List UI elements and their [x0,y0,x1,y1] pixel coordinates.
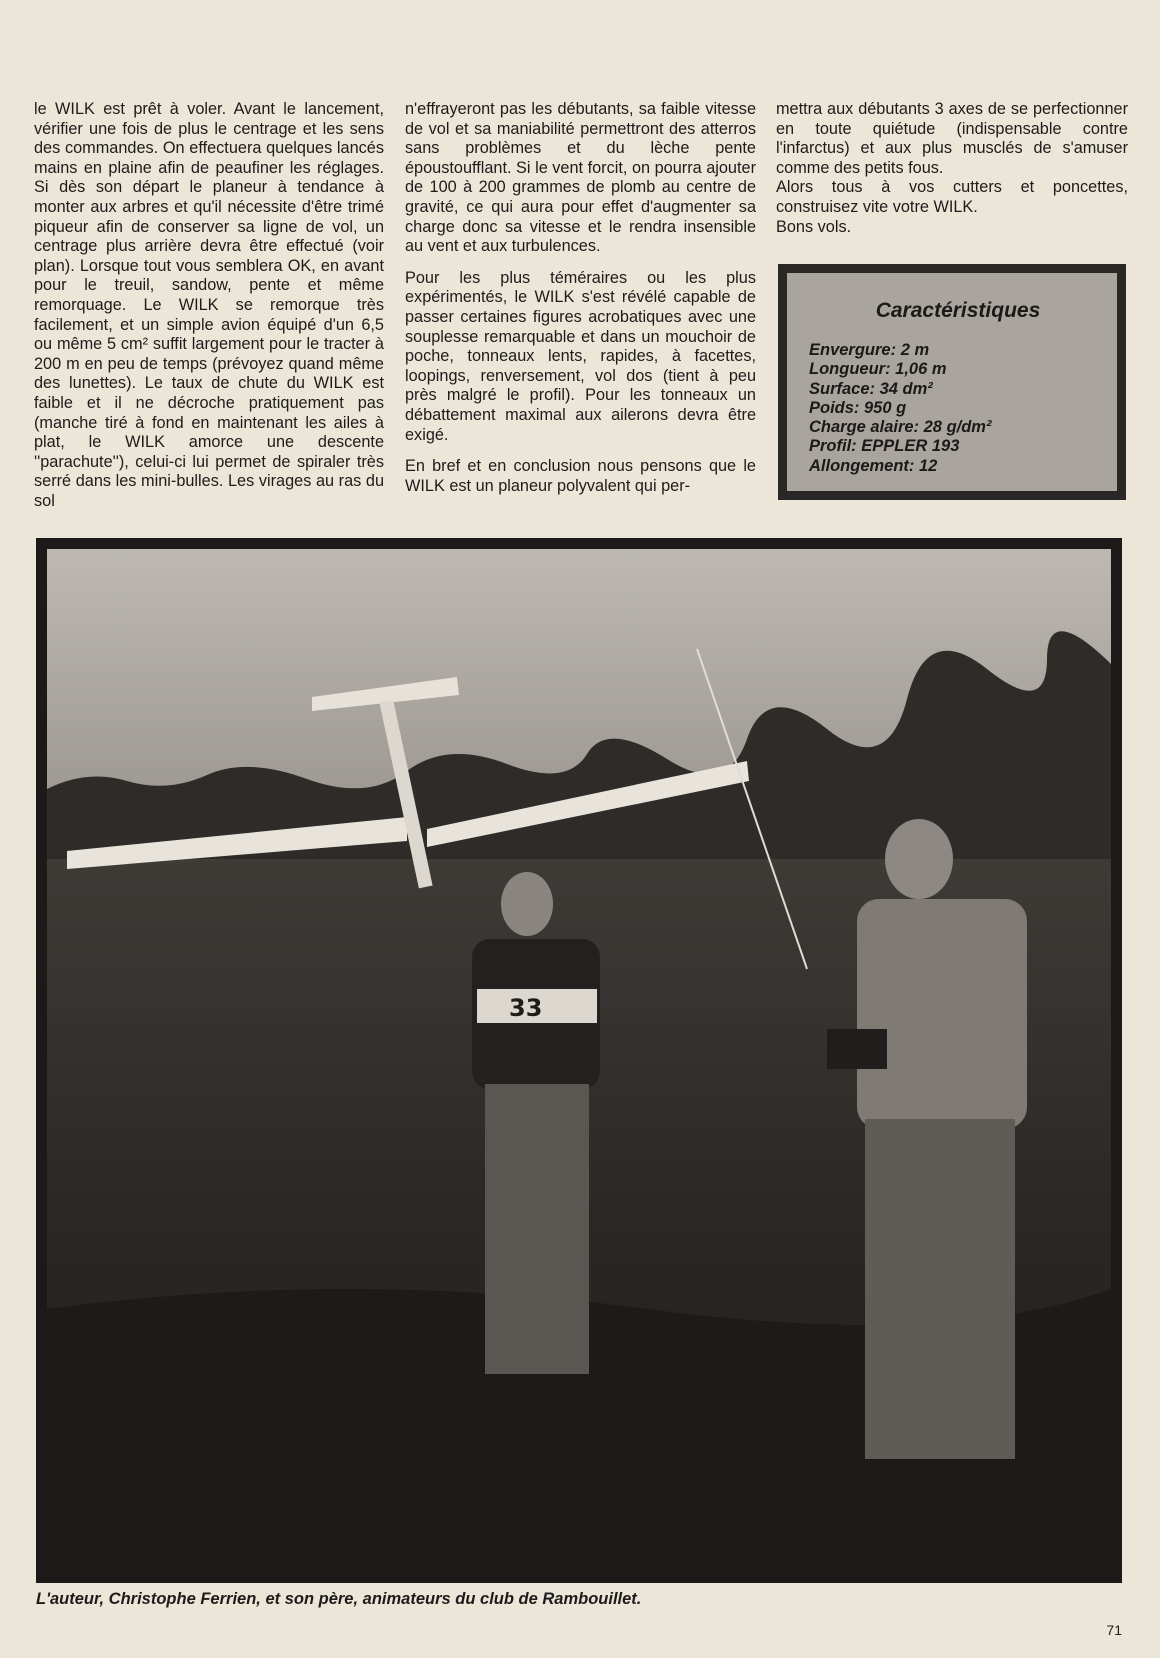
paragraph: Alors tous à vos cutters et poncettes, construisez vite votre WILK. [776,178,1128,216]
cardigan [857,899,1027,1129]
photo-caption: L'auteur, Christophe Ferrien, et son père, animateurs du club de Rambouillet. [36,1590,642,1608]
jersey-number: 33 [509,994,543,1022]
photo-frame [36,538,1122,1583]
spec-row: Allongement: 12 [809,456,938,475]
spec-row: Poids: 950 g [809,398,907,417]
head [501,872,553,936]
jeans [485,1084,589,1374]
paragraph: Pour les plus téméraires ou les plus expérimentés, le WILK s'est révélé capable de passer certaines figures acrobatiques avec une souplesse remarquable et dans un mouchoir de poche, tonneaux lents, rapides, à facettes, loopings, renversement, vol dos (tient à peu près malgré le profil). Pour les tonneaux un débattement maximal aux ailerons devra être exigé. [405,268,756,444]
young-man [472,872,600,1374]
paragraph: n'effrayeront pas les débutants, sa faible vitesse de vol et sa maniabilité permettront des atterros sans problèmes et du lèche pente époustoufflant. Si le vent forcit, on pourra ajouter de 100 à 200 grammes de plomb au centre de gravité, ce qui aura pour effet d'augmenter sa charge donc sa vitesse et le rendra insensible au vent et aux turbulences. [405,100,756,256]
article-column-3 [776,100,1128,237]
trousers [865,1119,1015,1459]
paragraph: le WILK est prêt à voler. Avant le lancement, vérifier une fois de plus le centrage et les sens des commandes. On effectuera quelques lancés mains en plaine afin de peaufiner les réglages. Si dès son départ le planeur à tendance à monter aux arbres et qu'il nécessite d'être trimé piqueur afin de conserver sa ligne de vol, un centrage plus arrière devra être effectué (voir plan). Lorsque tout vous semblera OK, en avant pour le treuil, sandow, pente et même remorquage. Le WILK se remorque très facilement, et un simple avion équipé d'un 6,5 ou même 5 cm² suffit largement pour le tracter à 200 m en peu de temps (prévoyez quand même des lunettes). Le taux de chute du WILK est faible et il ne décroche pratiquement pas (manche tiré à fond en maintenant les ailes à plat, le WILK amorce une descente ''parachute''), celui-ci lui permet de spiraler très serré dans les mini-bulles. Les virages au ras du sol [34,100,384,510]
spec-row: Profil: EPPLER 193 [809,437,960,456]
head [885,819,953,899]
glider-photo [47,549,1111,1572]
spec-row: Longueur: 1,06 m [809,360,947,379]
paragraph: En bref et en conclusion nous pensons que le WILK est un planeur polyvalent qui per- [405,457,756,495]
paragraph: mettra aux débutants 3 axes de se perfectionner en toute quiétude (indispensable contre l'infarctus) et aux plus musclés de s'amuser comme des petits fous. [776,100,1128,177]
spec-row: Charge alaire: 28 g/dm² [809,418,992,437]
paragraph: Bons vols. [776,217,852,236]
radio-transmitter [827,1029,887,1069]
article-column-1 [34,100,384,523]
spec-row: Envergure: 2 m [809,341,930,359]
spec-row: Surface: 34 dm² [809,379,933,398]
specifications-title: Caractéristiques [875,299,1041,322]
specifications-panel [787,273,1117,491]
specifications-box [778,264,1126,500]
article-column-2 [405,100,756,508]
page-number: 71 [1106,1622,1122,1638]
